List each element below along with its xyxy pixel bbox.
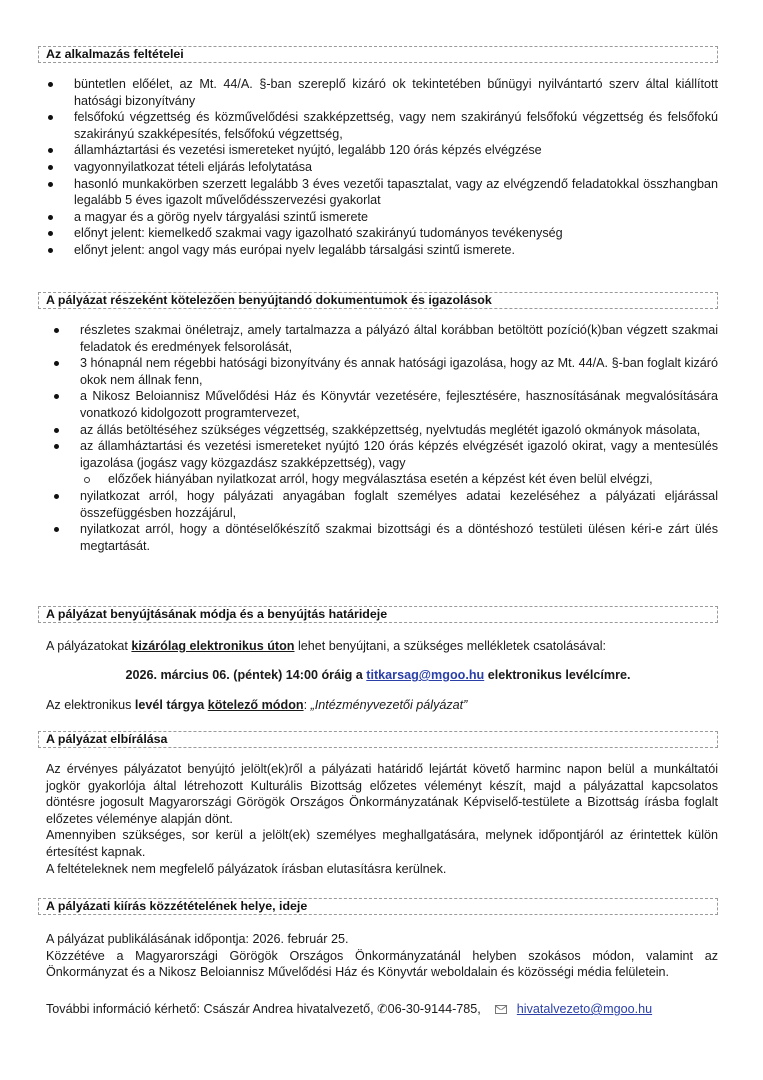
section-header-conditions: Az alkalmazás feltételei <box>38 46 718 63</box>
sub-list-item: előzőek hiányában nyilatkozat arról, hogy megválasztása esetén a képzést két éven belül elvégzi, <box>80 471 718 488</box>
list-item: felsőfokú végzettség és közművelődési szakképzettség, vagy nem szakirányú felsőfokú végzettség és felsőfokú szakirányú szakképesítés, felsőfokú végzettség, <box>74 109 718 142</box>
list-item: hasonló munkakörben szerzett legalább 3 éves vezetői tapasztalat, vagy az elvégzendő feladatokkal összhangban legalább 5 éves igazolt művelődésszervezési gyakorlat <box>74 176 718 209</box>
bullet-icon <box>54 494 59 499</box>
envelope-icon <box>495 1005 507 1014</box>
bullet-icon <box>54 328 59 333</box>
contact-email-link[interactable]: hivatalvezeto@mgoo.hu <box>516 1002 653 1016</box>
bullet-icon <box>48 165 53 170</box>
list-item: előnyt jelent: kiemelkedő szakmai vagy igazolható szakirányú tudományos tevékenység <box>74 225 718 242</box>
section-header-documents: A pályázat részeként kötelezően benyújtandó dokumentumok és igazolások <box>38 292 718 309</box>
conditions-list <box>74 76 718 259</box>
contact-line: További információ kérhető: Császár Andrea hivatalvezető, ✆06-30-9144-785, hivatalvezeto@mgoo.hu <box>46 1002 653 1016</box>
evaluation-text: Az érvényes pályázatot benyújtó jelölt(ek)ről a pályázati határidő lejártát követő harminc napon belül a munkáltatói jogkör gyakorlója által létrehozott Kulturális Bizottság előzetes véleményt készít, majd a pályázattal kapcsolatos döntésre jogosult Magyarországi Görögök Országos Önkormányzatának Képviselő-testülete a Bizottság írásba foglalt előzetes véleménye alapján dönt. Amennyiben szükséges, sor kerül a jelölt(ek) személyes meghallgatására, melynek időpontjáról az érintettek külön értesítést kapnak. A feltételeknek nem megfelelő pályázatok írásban elutasításra kerülnek. <box>46 762 718 876</box>
bullet-icon <box>54 527 59 532</box>
bullet-icon <box>48 231 53 236</box>
list-item: a magyar és a görög nyelv tárgyalási szintű ismerete <box>74 209 718 226</box>
list-item: az állás betöltéséhez szükséges végzettség, szakképzettség, nyelvtudás meglétét igazoló okmányok másolata, <box>80 422 718 439</box>
list-item: a Nikosz Beloiannisz Művelődési Ház és Könyvtár vezetésére, fejlesztésére, hasznosításának megvalósítására vonatkozó kidolgozott programtervezet, <box>80 388 718 421</box>
section-header-publication: A pályázati kiírás közzétételének helye, ideje <box>38 898 718 915</box>
list-item: nyilatkozat arról, hogy pályázati anyagában foglalt személyes adatai kezeléséhez a pályázati eljárással összefüggésben hozzájárul, <box>80 488 718 521</box>
deadline-line: 2026. március 06. (péntek) 14:00 óráig a titkarsag@mgoo.hu elektronikus levélcímre. <box>125 668 631 682</box>
bullet-icon <box>48 182 53 187</box>
bullet-icon <box>54 428 59 433</box>
list-item: előnyt jelent: angol vagy más európai nyelv legalább társalgási szintű ismerete. <box>74 242 718 259</box>
phone-icon: ✆ <box>377 1002 388 1016</box>
email-subject-text: Az elektronikus levél tárgya kötelező módon: „Intézményvezetői pályázat” <box>46 698 468 712</box>
bullet-icon <box>48 148 53 153</box>
list-item: részletes szakmai önéletrajz, amely tartalmazza a pályázó által korábban betöltött pozíció(k)ban végzett szakmai feladatok és eredmények felsorolását, <box>80 322 718 355</box>
list-item: 3 hónapnál nem régebbi hatósági bizonyítvány és annak hatósági igazolása, hogy az Mt. 44/A. §-ban foglalt kizáró okok nem állnak fenn, <box>80 355 718 388</box>
bullet-icon <box>48 115 53 120</box>
list-item: vagyonnyilatkozat tételi eljárás lefolytatása <box>74 159 718 176</box>
list-item: az államháztartási és vezetési ismereteket nyújtó 120 órás képzés elvégzését igazoló okirat, vagy a mentesülés igazolása (jogász vagy közgazdász szakképzettség), vagy <box>80 438 718 471</box>
submission-method-text: A pályázatokat kizárólag elektronikus úton lehet benyújtani, a szükséges mellékletek csatolásával: <box>46 639 607 653</box>
submission-email-link[interactable]: titkarsag@mgoo.hu <box>366 668 485 682</box>
documents-list <box>80 322 718 554</box>
section-header-submission: A pályázat benyújtásának módja és a benyújtás határideje <box>38 606 718 623</box>
emphasis-electronic: kizárólag elektronikus úton <box>131 639 295 653</box>
section-header-evaluation: A pályázat elbírálása <box>38 731 718 748</box>
publication-text: A pályázat publikálásának időpontja: 2026. február 25. Közzétéve a Magyarországi Görögök Országos Önkormányzatánál helyben szokásos módon, valamint az Önkormányzat és a Nikosz Beloiannisz Művelődési Ház és Könyvtár weboldalain és közösségi média felületein. <box>46 932 718 980</box>
bullet-icon <box>54 361 59 366</box>
bullet-icon <box>48 82 53 87</box>
bullet-icon <box>48 248 53 253</box>
list-item: büntetlen előélet, az Mt. 44/A. §-ban szereplő kizáró ok tekintetében bűnügyi nyilvántartó szerv által kiállított hatósági bizonyítvány <box>74 76 718 109</box>
bullet-icon <box>54 394 59 399</box>
bullet-icon <box>48 215 53 220</box>
bullet-icon <box>54 444 59 449</box>
list-item: nyilatkozat arról, hogy a döntéselőkészítő szakmai bizottsági és a döntéshozó testületi ülésen kéri-e zárt ülés megtartását. <box>80 521 718 554</box>
hollow-bullet-icon <box>84 477 90 483</box>
list-item: államháztartási és vezetési ismereteket nyújtó, legalább 120 órás képzés elvégzése <box>74 142 718 159</box>
